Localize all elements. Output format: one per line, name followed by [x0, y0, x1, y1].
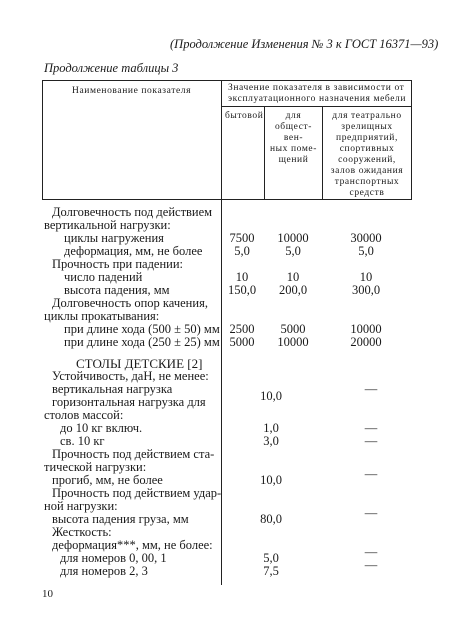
dash-value: —	[364, 434, 378, 448]
row-label: Прочность при падении:	[52, 257, 184, 271]
dash-value: —	[364, 467, 378, 481]
row-label: высота падения груза, мм	[52, 512, 189, 526]
row-label: до 10 кг включ.	[60, 421, 143, 435]
row-label: Долговечность опор качения,	[52, 296, 208, 310]
row-label: вертикальная нагрузка	[52, 382, 173, 396]
cell-value: 7500	[229, 231, 255, 245]
row-label: горизонтальная нагрузка для	[52, 395, 206, 409]
row-label: столов массой:	[44, 408, 124, 422]
row-label: для номеров 0, 00, 1	[60, 551, 167, 565]
cell-value: 5000	[229, 335, 255, 349]
group-header-line-2: эксплуатационного назначения мебели	[228, 94, 407, 104]
cell-value: 10,0	[260, 473, 282, 487]
row-label: Жесткость:	[52, 525, 112, 539]
dash-value: —	[364, 506, 378, 520]
row-label: циклы прокатывания:	[44, 309, 160, 323]
dash-value: —	[364, 545, 378, 559]
right-border	[411, 80, 412, 200]
cell-value: 10000	[277, 335, 309, 349]
cell-value: 150,0	[227, 283, 257, 297]
cell-value: 5,0	[285, 244, 301, 258]
page-number: 10	[42, 588, 53, 600]
row-label: св. 10 кг	[60, 434, 105, 448]
cell-value: 10000	[277, 231, 309, 245]
cell-value: 10	[359, 270, 373, 284]
dash-value: —	[364, 558, 378, 572]
row-label: Устойчивость, даН, не менее:	[52, 369, 209, 383]
row-label: при длине хода (500 ± 50) мм	[64, 322, 220, 336]
cell-value: 3,0	[263, 434, 279, 448]
section-title: СТОЛЫ ДЕТСКИЕ [2]	[76, 356, 203, 371]
running-header: (Продолжение Изменения № 3 к ГОСТ 16371—93)	[170, 37, 439, 51]
cell-value: 5,0	[234, 244, 250, 258]
cell-value: 20000	[350, 335, 382, 349]
cell-value: 5,0	[358, 244, 374, 258]
cell-value: 300,0	[351, 283, 381, 297]
row-label: Прочность под действием ста-	[52, 447, 215, 461]
cell-value: 1,0	[263, 421, 279, 435]
row-label: циклы нагружения	[64, 231, 164, 245]
cell-value: 80,0	[260, 512, 282, 526]
left-border	[42, 80, 43, 200]
row-label: вертикальной нагрузки:	[44, 218, 171, 232]
row-label: деформация***, мм, не более:	[52, 538, 213, 552]
col-public-header: для общест- вен- ных поме- щений	[269, 111, 318, 165]
cell-value: 10	[235, 270, 249, 284]
row-label: Долговечность под действием	[52, 205, 213, 219]
row-label: число падений	[64, 270, 143, 284]
cell-value: 200,0	[278, 283, 308, 297]
cell-value: 10000	[350, 322, 382, 336]
row-label: прогиб, мм, не более	[52, 473, 163, 487]
dash-value: —	[364, 382, 378, 396]
row-label: ной нагрузки:	[44, 499, 118, 513]
col-household-header: бытовой	[225, 111, 264, 121]
row-label: при длине хода (250 ± 25) мм	[64, 335, 220, 349]
col-theatre-header: для театрально зрелищных предприятий, спортивных сооружений, залов ожидания транспортных средств	[330, 111, 404, 198]
cell-value: 2500	[229, 322, 255, 336]
cell-value: 7,5	[263, 564, 279, 578]
row-label: высота падения, мм	[64, 283, 170, 297]
row-label: деформация, мм, не более	[64, 244, 203, 258]
cell-value: 5000	[280, 322, 306, 336]
row-label: для номеров 2, 3	[60, 564, 148, 578]
group-header-divider	[221, 106, 412, 107]
table-top-border	[42, 80, 412, 81]
row-label: Прочность под действием удар-	[52, 486, 222, 500]
cell-value: 30000	[350, 231, 382, 245]
group-header-line-1: Значение показателя в зависимости от	[228, 83, 405, 93]
col-name-header: Наименование показателя	[72, 86, 192, 96]
cell-value: 10,0	[260, 389, 282, 403]
dash-value: —	[364, 421, 378, 435]
table-caption: Продолжение таблицы 3	[44, 61, 179, 75]
row-label: тической нагрузки:	[44, 460, 147, 474]
header-bottom-border	[42, 199, 412, 200]
cell-value: 5,0	[263, 551, 279, 565]
cell-value: 10	[286, 270, 300, 284]
